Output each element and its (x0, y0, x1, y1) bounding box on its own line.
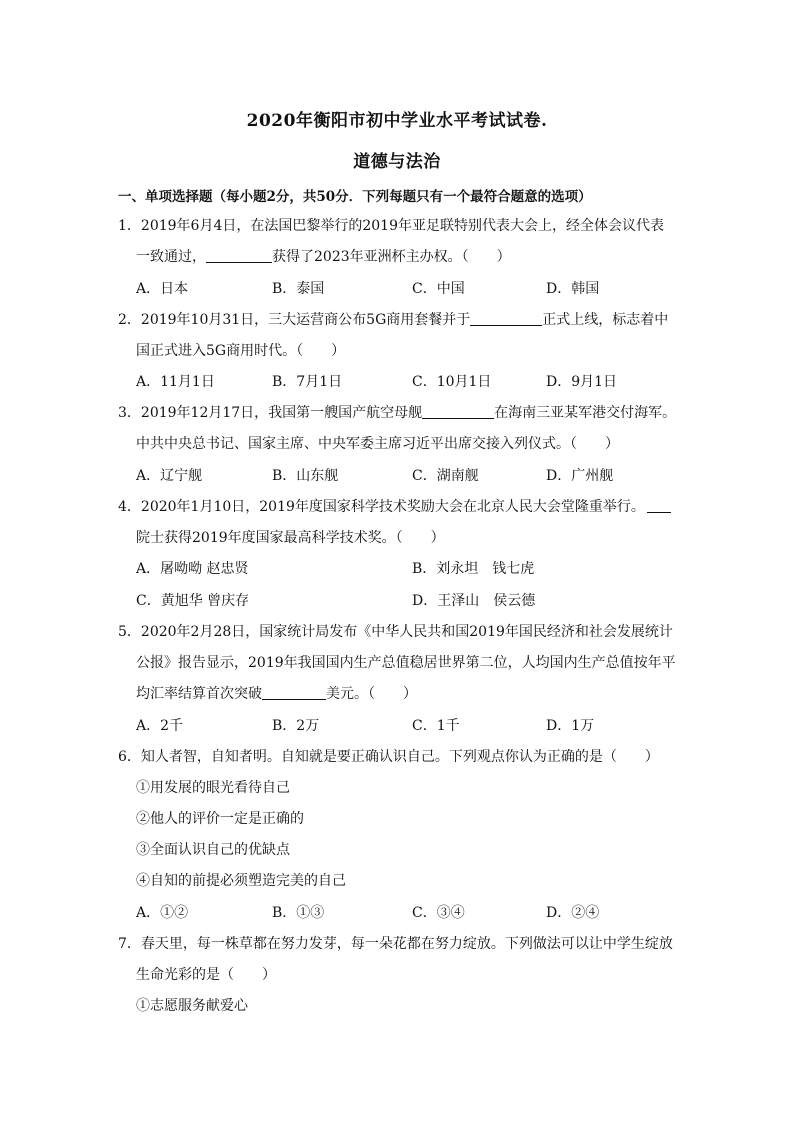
question-5-option-a: A．2千 (136, 718, 184, 734)
question-1-line-2 (136, 247, 511, 267)
answer-blank (422, 404, 494, 419)
question-2-option-b: B．7月1日 (272, 374, 343, 390)
question-3-option-d: D．广州舰 (546, 468, 614, 484)
answer-blank (647, 498, 671, 513)
question-2-line-2: 国正式进入5G商用时代。（ ） (136, 343, 346, 359)
question-4-text: 4．2020年1月10日，2019年度国家科学技术奖励大会在北京人民大会堂隆重举行。 (118, 499, 645, 515)
question-7-line-2: 生命光彩的是（ ） (136, 967, 276, 983)
question-5-option-d: D．1万 (546, 718, 595, 734)
question-1-option-c: C．中国 (412, 281, 465, 297)
question-6-option-c: C．③④ (412, 905, 465, 921)
question-5-text-a: 均汇率结算首次突破 (136, 686, 262, 702)
question-3-text-a: 3．2019年12月17日，我国第一艘国产航空母舰 (118, 405, 423, 421)
question-7-item-1: ①志愿服务献爱心 (136, 998, 248, 1014)
question-2-line-1 (118, 310, 668, 330)
question-5-line-2: 公报》报告显示，2019年我国国内生产总值稳居世界第二位，人均国内生产总值按年平 (136, 655, 676, 671)
question-3-line-2: 中共中央总书记、国家主席、中央军委主席习近平出席交接入列仪式。（ ） (136, 436, 619, 452)
question-6-item-4: ④自知的前提必须塑造完美的自己 (136, 873, 346, 889)
question-6-item-3: ③全面认识自己的优缺点 (136, 842, 290, 858)
question-1-option-a: A．日本 (136, 281, 189, 297)
question-4-line-1 (118, 497, 671, 517)
question-3-option-a: A．辽宁舰 (136, 468, 203, 484)
section-heading: 一、单项选择题（每小题2分，共50分．下列每题只有一个最符合题意的选项） (118, 189, 592, 205)
question-5-option-c: C．1千 (412, 718, 460, 734)
question-1-option-b: B．泰国 (272, 281, 325, 297)
question-4-option-a: A．屠呦呦 赵忠贤 (136, 561, 249, 577)
question-1-line-1: 1．2019年6月4日，在法国巴黎举行的2019年亚足联特别代表大会上，经全体会议代表 (118, 218, 664, 234)
question-5-option-b: B．2万 (272, 718, 320, 734)
question-4-line-2: 院士获得2019年度国家最高科学技术奖。（ ） (136, 530, 445, 546)
question-4-option-d: D．王泽山 侯云德 (412, 593, 536, 609)
question-2-option-c: C．10月1日 (412, 374, 492, 390)
question-6-line-1: 6．知人者智，自知者明。自知就是要正确认识自己。下列观点你认为正确的是（ ） (118, 749, 659, 765)
question-6-option-a: A．①② (136, 905, 189, 921)
question-2-text-b: 正式上线，标志着中 (542, 312, 669, 328)
question-5-line-3 (136, 684, 417, 704)
question-6-item-2: ②他人的评价一定是正确的 (136, 811, 304, 827)
question-3-text-b: 在海南三亚某军港交付海军。 (494, 405, 677, 421)
answer-blank (262, 685, 326, 700)
exam-subject: 道德与法治 (353, 152, 441, 172)
question-1-text-a: 一致通过， (136, 249, 206, 265)
question-2-option-d: D．9月1日 (546, 374, 618, 390)
question-2-text-a: 2．2019年10月31日，三大运营商公布5G商用套餐并于 (118, 312, 471, 328)
exam-title: 2020年衡阳市初中学业水平考试试卷. (246, 111, 548, 131)
question-4-option-c: C．黄旭华 曾庆存 (136, 593, 250, 609)
answer-blank (206, 248, 272, 263)
question-6-option-b: B．①③ (272, 905, 325, 921)
question-5-line-1: 5．2020年2月28日，国家统计局发布《中华人民共和国2019年国民经济和社会发展统计 (118, 624, 673, 640)
question-1-option-d: D．韩国 (546, 281, 600, 297)
question-1-text-b: 获得了2023年亚洲杯主办权。（ ） (272, 249, 511, 265)
question-3-line-1 (118, 403, 676, 423)
answer-blank (470, 311, 542, 326)
question-5-text-b: 美元。（ ） (326, 686, 417, 702)
question-4-option-b: B．刘永坦 钱七虎 (412, 561, 535, 577)
question-3-option-b: B．山东舰 (272, 468, 339, 484)
question-3-option-c: C．湖南舰 (412, 468, 479, 484)
question-6-option-d: D．②④ (546, 905, 600, 921)
question-6-item-1: ①用发展的眼光看待自己 (136, 780, 290, 796)
question-7-line-1: 7．春天里，每一株草都在努力发芽，每一朵花都在努力绽放。下列做法可以让中学生绽放 (118, 936, 673, 952)
question-2-option-a: A．11月1日 (136, 374, 215, 390)
